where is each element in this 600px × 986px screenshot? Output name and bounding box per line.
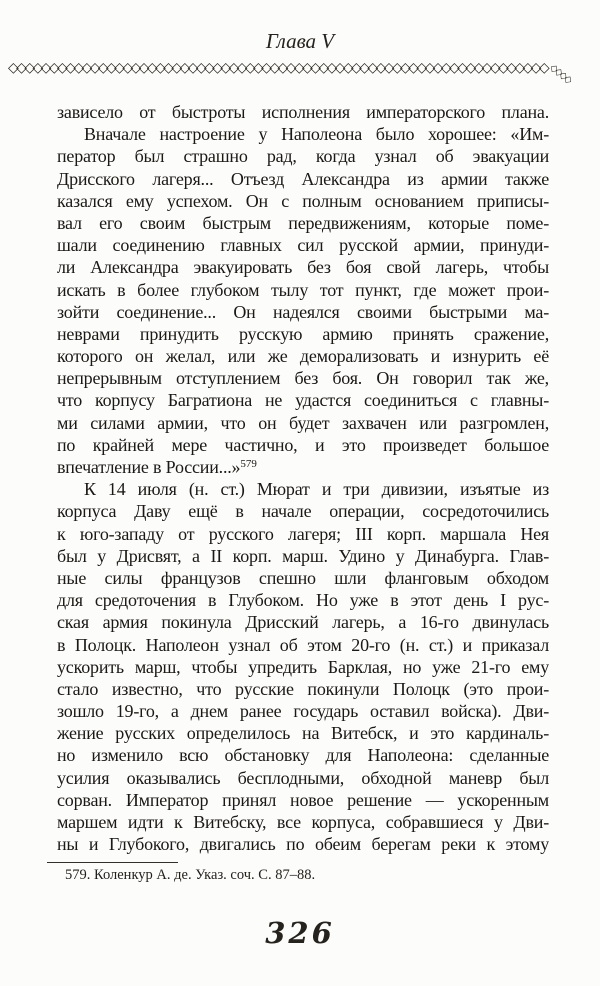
text-line: которого он желал, или же деморализовать и изнурить её <box>57 346 549 367</box>
ornament-divider: ◇◇◇◇◇◇◇◇◇◇◇◇◇◇◇◇◇◇◇◇◇◇◇◇◇◇◇◇◇◇◇◇◇◇◇◇◇◇◇◇◇◇◇◇◇◇◇◇◇◇◇◇◇◇◇◇◇◇◇◇◇◇◇◇◇◇ <box>8 60 547 76</box>
text-line: непрерывным отступлением без боя. Он говорил так же, <box>57 368 549 389</box>
page-number: 326 <box>265 916 335 950</box>
text-line: но изменило всю обстановку для Наполеона: сделанные <box>57 745 549 766</box>
text-line: ускорить марш, чтобы упредить Барклая, но уже 21-го ему <box>57 656 549 677</box>
text-line: зойти соединение... Он надеялся своими быстрыми ма- <box>57 301 549 322</box>
text-line: что корпусу Багратиона не удастся соединиться с главны- <box>57 390 549 411</box>
text-line: усилия оказывались бесплодными, обходной маневр был <box>57 767 549 788</box>
footnote: 579. Коленкур А. де. Указ. соч. С. 87–88. <box>65 867 316 883</box>
text-line: ми силами армии, что он будет захвачен или разгромлен, <box>57 412 549 433</box>
text-line: стало известно, что русские покинули Полоцк (это прои- <box>57 678 549 699</box>
text-line: К 14 июля (н. ст.) Мюрат и три дивизии, изъятые из <box>84 479 549 500</box>
footnote-reference: 579 <box>240 458 257 470</box>
text-line <box>57 456 549 478</box>
text-line-text: впечатление в России...» <box>57 457 241 477</box>
text-line: в Полоцк. Наполеон узнал об этом 20-го (н. ст.) и приказал <box>57 634 549 655</box>
text-line: шали соединению главных сил русской армии, принуди- <box>57 235 549 256</box>
text-line: к юго-западу от русского лагеря; III корп. маршала Нея <box>57 523 549 544</box>
text-line: ли Александра эвакуировать без боя свой лагерь, чтобы <box>57 257 549 278</box>
text-line: для средоточения в Глубоком. Но уже в этот день I рус- <box>57 590 549 611</box>
text-line: по крайней мере частично, и это произведет большое <box>57 434 549 455</box>
text-line: ператор был страшно рад, когда узнал об эвакуации <box>57 146 549 167</box>
ornament-tail: ◇◇◇◇ <box>547 62 573 86</box>
text-line: корпуса Даву ещё в начале операции, сосредоточились <box>57 501 549 522</box>
text-line: ская армия покинула Дрисский лагерь, а 16-го двинулась <box>57 612 549 633</box>
text-line: казался ему успехом. Он с полным основанием приписы- <box>57 190 549 211</box>
text-line: маршем идти к Витебску, все корпуса, собравшиеся у Дви- <box>57 812 549 832</box>
body-text <box>57 101 549 855</box>
text-line: был у Дрисвят, а II корп. марш. Удино у Динабурга. Глав- <box>57 545 549 566</box>
chapter-heading: Глава V <box>265 29 335 53</box>
text-line: ные силы французов спешно шли фланговым обходом <box>57 567 549 588</box>
footnote-separator <box>47 862 178 863</box>
text-line: сорван. Император принял новое решение — ускоренным <box>57 789 549 810</box>
text-line: зависело от быстроты исполнения императорского плана. <box>57 102 549 122</box>
text-line: неврами принудить русскую армию принять сражение, <box>57 323 549 344</box>
text-line: зошло 19-го, а днем ранее государь оставил войска). Дви- <box>57 701 549 722</box>
text-line: вал его своим быстрым передвижениям, которые поме- <box>57 212 549 233</box>
text-line: ны и Глубокого, двигались по обеим берегам реки к этому <box>57 834 549 855</box>
text-line: Вначале настроение у Наполеона было хорошее: «Им- <box>84 124 549 145</box>
text-line: Дрисского лагеря... Отъезд Александра из армии также <box>57 168 549 189</box>
text-line: жение русских определилось на Витебск, и это кардиналь- <box>57 723 549 744</box>
text-line: искать в более глубоком тылу тот пункт, где может прои- <box>57 279 549 300</box>
